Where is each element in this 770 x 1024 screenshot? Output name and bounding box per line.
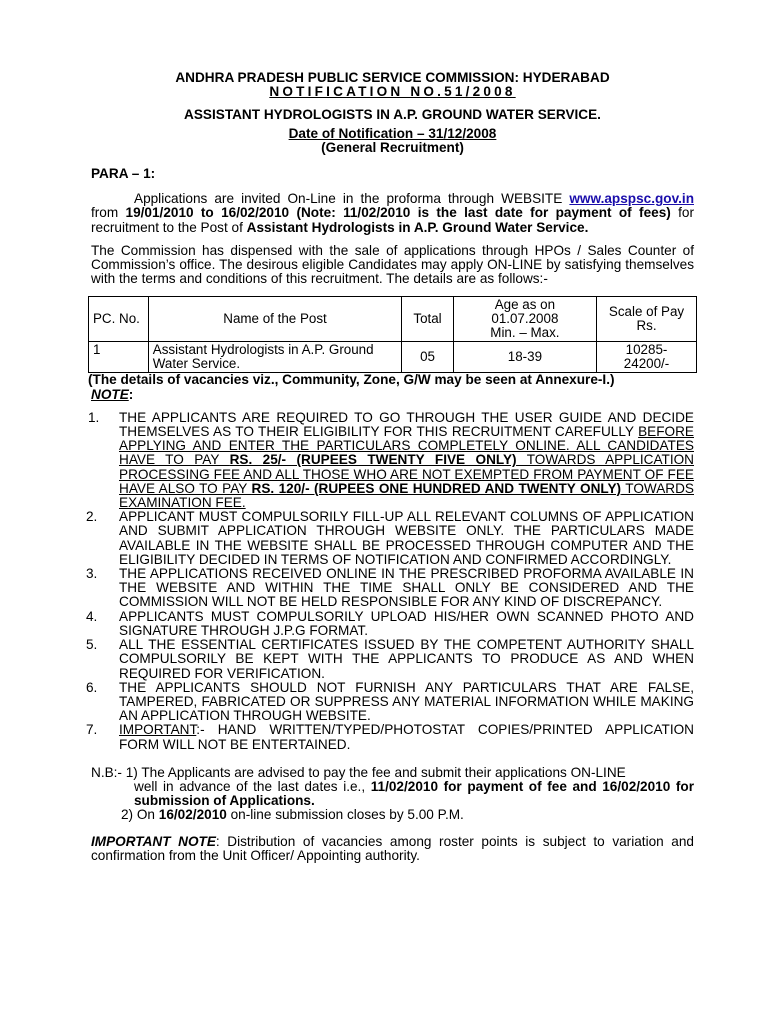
- note-1-text-d: TOWARDS APPLICATION PROCESSING FEE AND ALL THOSE WHO ARE NOT EXEMPTED FROM PAYMENT OF FEE HAVE ALSO TO PAY: [119, 452, 695, 496]
- website-link[interactable]: www.apspsc.gov.in: [569, 191, 694, 207]
- post-name: Assistant Hydrologists in A.P. Ground Water Service.: [246, 219, 589, 235]
- list-item: [86, 509, 694, 567]
- service-title: ASSISTANT HYDROLOGISTS IN A.P. GROUND WATER SERVICE.: [184, 107, 601, 123]
- application-dates: 19/01/2010 to 16/02/2010 (Note: 11/02/2010 is the last date for payment of fees): [125, 205, 671, 221]
- cell-scale-line1: 10285-: [625, 342, 668, 358]
- nb-line-1-b: 11/02/2010 for payment of fee and 16/02/2010 for submission of Applications.: [134, 778, 694, 809]
- header-age-line1: Age as on: [494, 297, 556, 313]
- notification-date: Date of Notification – 31/12/2008: [288, 125, 497, 141]
- header-total: Total: [402, 297, 454, 342]
- intro-text-b: from: [91, 205, 126, 221]
- note-number: 4.: [86, 608, 98, 624]
- cell-age: 18-39: [453, 342, 596, 373]
- note-text: APPLICANT MUST COMPULSORILY FILL-UP ALL RELEVANT COLUMNS OF APPLICATION AND SUBMIT APPLICATION THROUGH WEBSITE ONLY. THE PARTICULARS MADE AVAILABLE IN THE WEBSITE SHALL BE PROCESSED THROUGH COMPUTER AND THE ELIGIBILITY DECIDED IN TERMS OF NOTIFICATION AND CONFIRMED ACCORDINGLY.: [119, 509, 694, 567]
- note-text: APPLICANTS MUST COMPULSORILY UPLOAD HIS/HER OWN SCANNED PHOTO AND SIGNATURE THROUGH J.P.G FORMAT.: [119, 608, 694, 638]
- note-heading-label: NOTE: [91, 386, 129, 402]
- intro-text-c: for recruitment to the Post of: [91, 205, 694, 235]
- cell-pc-no: 1: [89, 342, 149, 373]
- note-number: 3.: [86, 566, 98, 582]
- table-row: [89, 342, 697, 373]
- header-age: [453, 297, 596, 342]
- note-text: THE APPLICATIONS RECEIVED ONLINE IN THE PRESCRIBED PROFORMA AVAILABLE IN THE WEBSITE AND WITHIN THE TIME SHALL ONLY BE CONSIDERED AND THE COMMISSION WILL NOT BE HELD RESPONSIBLE FOR ANY KIND OF DISCREPANCY.: [119, 566, 694, 610]
- list-item: [86, 566, 694, 610]
- list-item: [86, 722, 694, 752]
- note-heading: NOTE:: [91, 386, 134, 402]
- note-1-text-f: TOWARDS EXAMINATION FEE.: [119, 480, 694, 511]
- cell-post-name: Assistant Hydrologists in A.P. Ground Water Service.: [148, 342, 402, 373]
- note-number: 5.: [86, 637, 98, 653]
- note-text: THE APPLICANTS SHOULD NOT FURNISH ANY PARTICULARS THAT ARE FALSE, TAMPERED, FABRICATED OR SUPPRESS ANY MATERIAL INFORMATION WHILE MAKING AN APPLICATION THROUGH WEBSITE.: [119, 679, 694, 724]
- list-item: [86, 637, 694, 681]
- header-age-line2: 01.07.2008: [491, 311, 559, 327]
- nb-line-1-a: well in advance of the last dates i.e.,: [134, 778, 371, 794]
- nb-line-1: [91, 780, 694, 808]
- list-item: [86, 608, 694, 638]
- posts-table: [88, 296, 697, 373]
- nb-line-prefix: N.B:- 1) The Applicants are advised to pay the fee and submit their applications ON-LINE: [91, 764, 626, 780]
- cell-total: 05: [402, 342, 454, 373]
- notification-number: NOTIFICATION NO.51/2008: [269, 84, 516, 100]
- cell-scale-line2: 24200/-: [623, 356, 670, 372]
- note-text: :- HAND WRITTEN/TYPED/PHOTOSTAT COPIES/PRINTED APPLICATION FORM WILL NOT BE ENTERTAINED.: [119, 722, 694, 752]
- note-number: 2.: [86, 509, 98, 525]
- nb-line-2-a: 2) On: [121, 807, 159, 823]
- nb-section: [91, 766, 694, 823]
- table-header-row: [89, 297, 697, 342]
- important-note-label: IMPORTANT NOTE: [91, 833, 216, 849]
- header-post-name: Name of the Post: [148, 297, 402, 342]
- note-number: 6.: [86, 679, 98, 695]
- note-text: ALL THE ESSENTIAL CERTIFICATES ISSUED BY THE COMPETENT AUTHORITY SHALL COMPULSORILY BE KEPT WITH THE APPLICANTS TO PRODUCE AS AND WHEN REQUIRED FOR VERIFICATION.: [119, 637, 694, 681]
- header-scale: Scale of Pay Rs.: [597, 297, 697, 342]
- recruitment-type: (General Recruitment): [321, 139, 464, 155]
- note-1-text-a: THE APPLICANTS ARE REQUIRED TO GO THROUGH THE USER GUIDE AND DECIDE THEMSELVES AS TO THEIR ELIGIBILITY FOR THIS RECRUITMENT CAREFULLY: [119, 409, 694, 440]
- note-1-fee-exam: RS. 120/- (RUPEES ONE HUNDRED AND TWENTY ONLY): [251, 480, 622, 496]
- application-paragraph: [91, 192, 694, 235]
- important-note-text: : Distribution of vacancies among roster points is subject to variation and confirmation from the Unit Officer/ Appointing authority.: [91, 833, 694, 863]
- note-number: 7.: [86, 722, 98, 738]
- notification-document: [86, 70, 695, 863]
- nb-line-2: [91, 808, 694, 822]
- note-number: 1.: [88, 409, 100, 425]
- nb-line-2-c: on-line submission closes by 5.00 P.M.: [226, 807, 464, 823]
- header-pc-no: PC. No.: [89, 297, 149, 342]
- list-item: [86, 679, 694, 724]
- important-note: [91, 835, 694, 863]
- commission-paragraph: The Commission has dispensed with the sale of applications through HPOs / Sales Counter of Commission’s office. The desirous eligible Candidates may apply ON-LINE by satisfying themselves with the terms and conditions of this recruitment. The details are as follows:-: [91, 242, 694, 287]
- header-age-line3: Min. – Max.: [490, 325, 560, 341]
- para-heading: PARA – 1:: [91, 166, 156, 182]
- cell-scale: [597, 342, 697, 373]
- important-label: IMPORTANT: [119, 722, 197, 738]
- intro-text-a: Applications are invited On-Line in the proforma through WEBSITE: [134, 191, 570, 207]
- commission-title: ANDHRA PRADESH PUBLIC SERVICE COMMISSION: HYDERABAD: [175, 70, 610, 85]
- nb-line-2-b: 16/02/2010: [158, 807, 227, 823]
- list-item: [88, 409, 695, 511]
- note-1-fee-processing: RS. 25/- (RUPEES TWENTY FIVE ONLY): [229, 452, 517, 468]
- note-1-text-b: BEFORE APPLYING AND ENTER THE PARTICULARS COMPLETELY ONLINE. ALL CANDIDATES HAVE TO PAY: [119, 424, 694, 468]
- notes-list: [86, 409, 695, 752]
- vacancy-note: (The details of vacancies viz., Community, Zone, G/W may be seen at Annexure-I.): [88, 372, 615, 388]
